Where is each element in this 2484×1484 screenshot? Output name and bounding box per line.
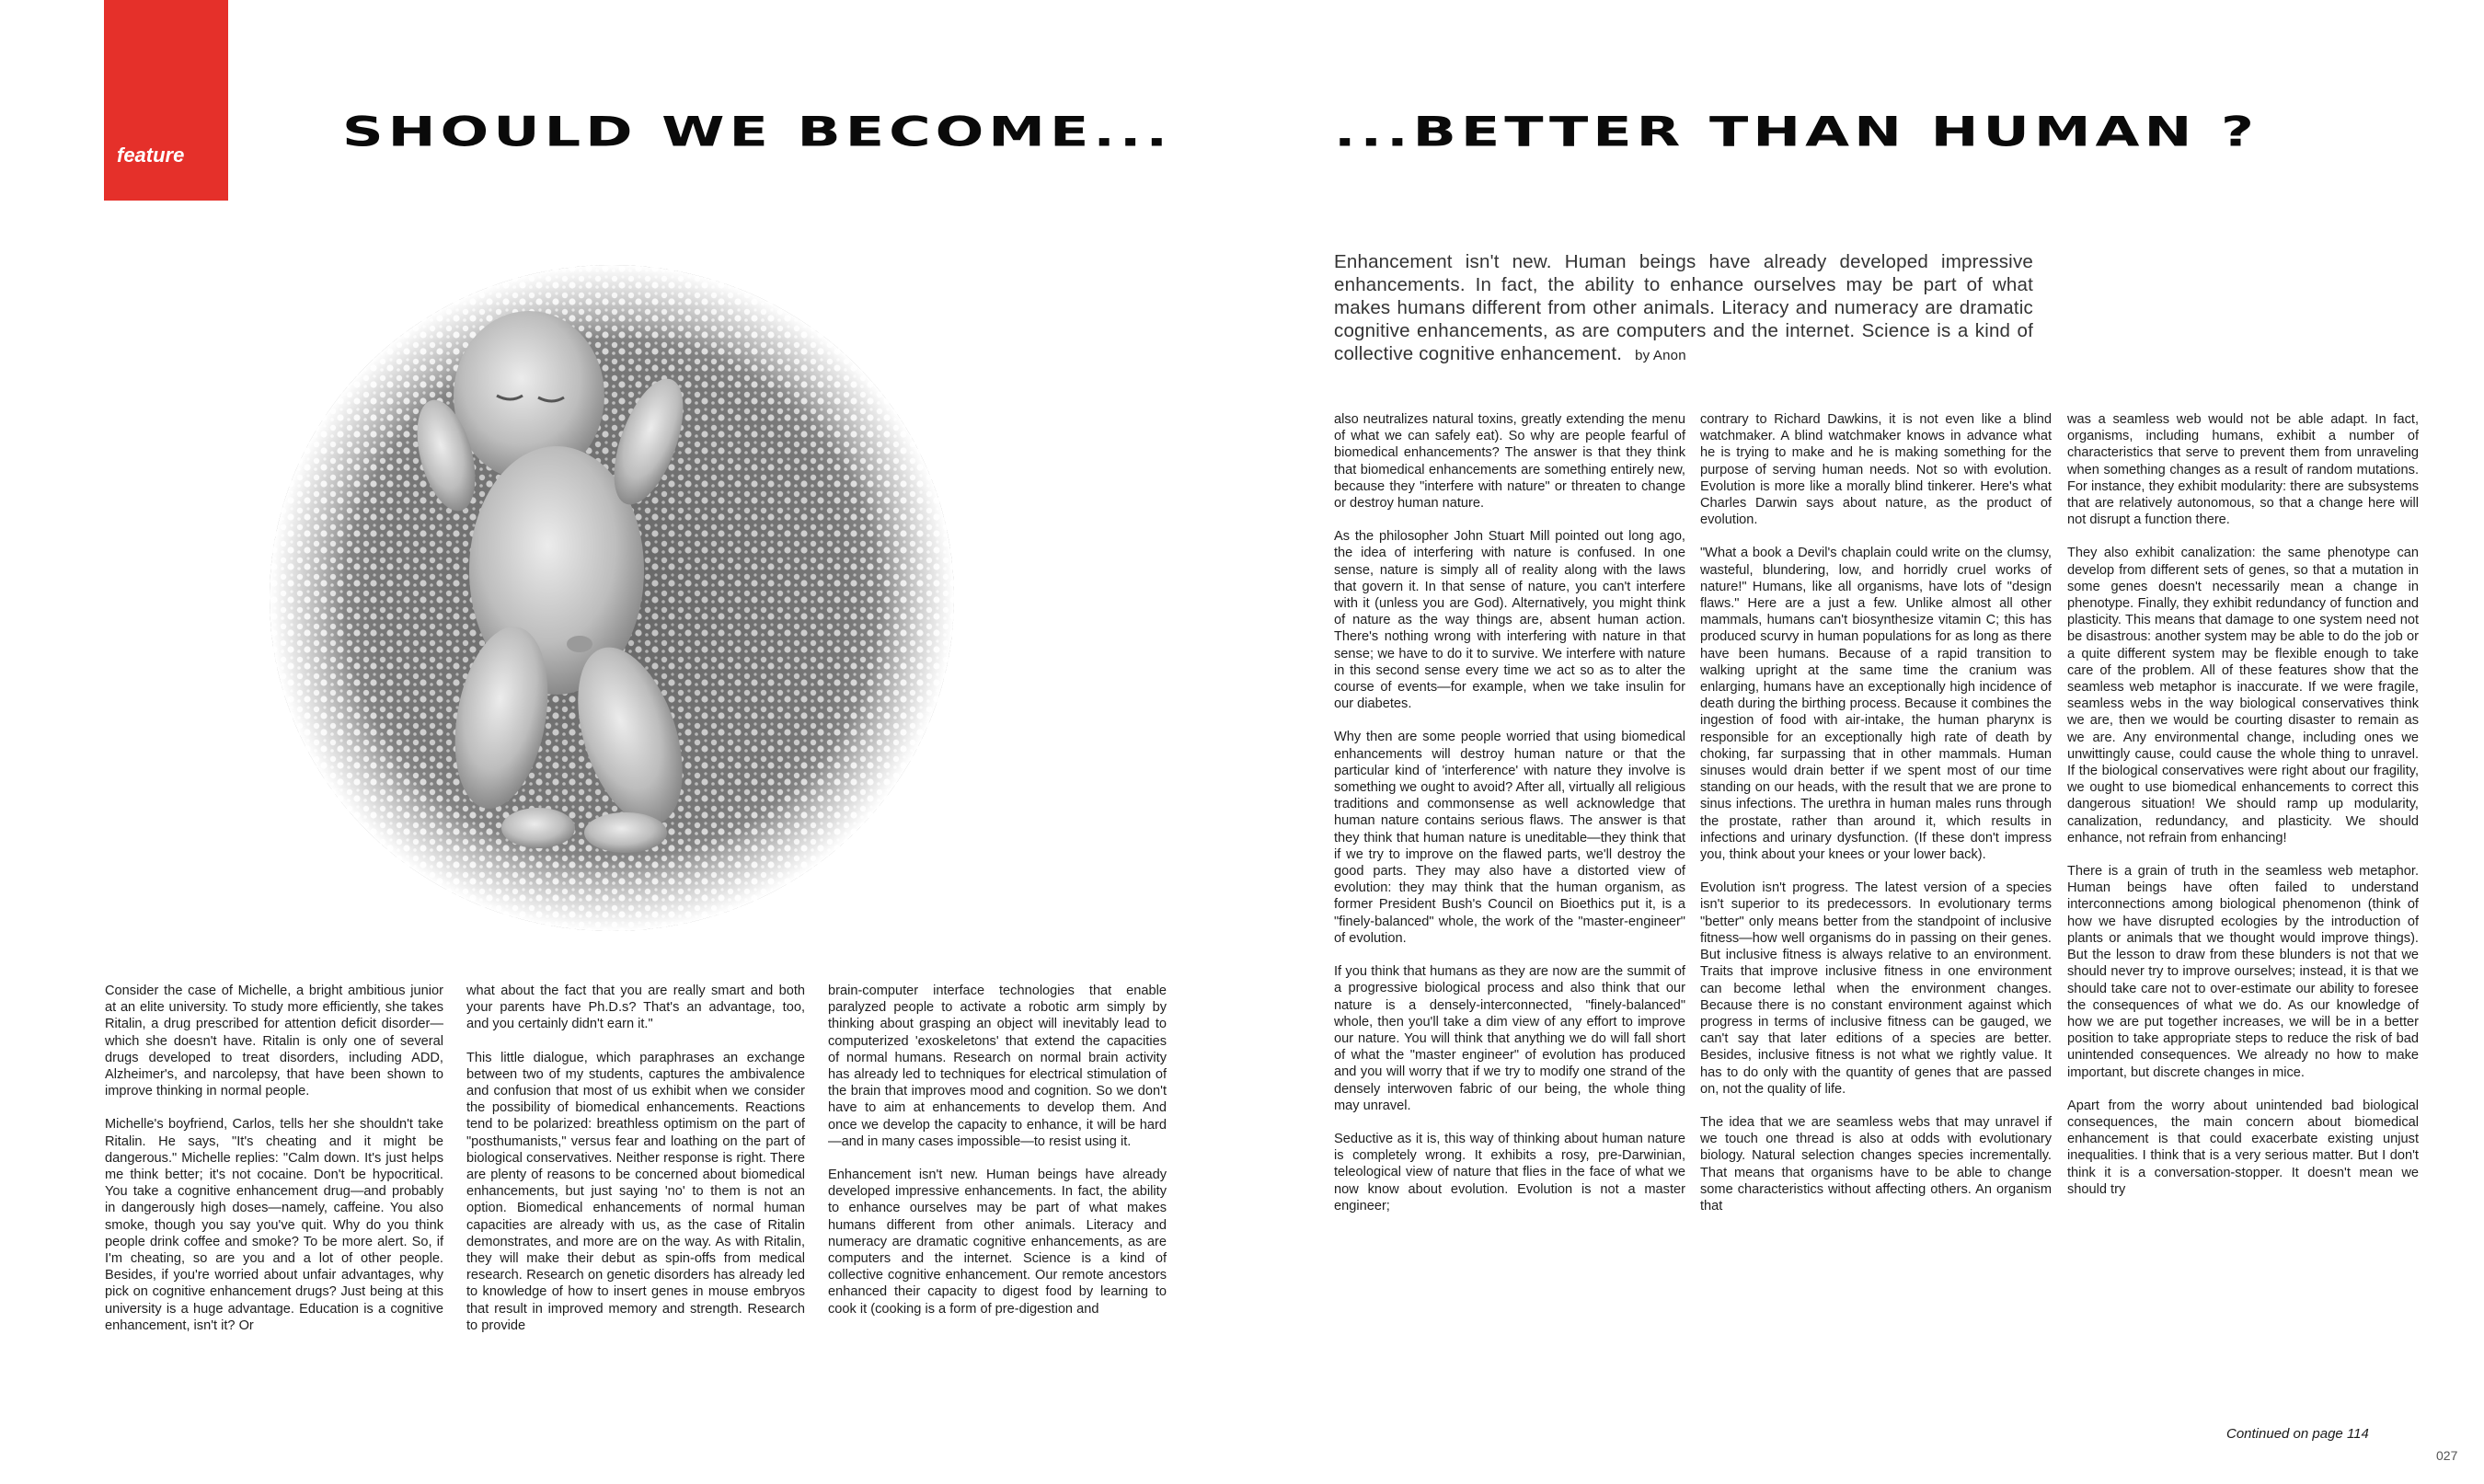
paragraph: brain-computer interface technologies that enable paralyzed people to activate a robotic arm simply by thinking about grasping an object will inevitably lead to computerized 'exoskeletons' that extend the capacities of normal humans. Research on normal brain activity has already led to techniques for electrical stimulation of the brain that improves mood and cognition. So we don't have to aim at enhancements to develop them. And once we develop the capacity to enhance, it will be hard—and in many cases impossible—to resist using it. [828,984,1167,1149]
article-column-1 [105,983,443,1351]
article-column-5 [1700,411,2052,1231]
paragraph: This little dialogue, which paraphrases an exchange between two of my students, captures the ambivalence and confusion that most of us exhibit when we consider the possibility of biomedical enhancements. Reactions tend to be polarized: breathless optimism on the part of "posthumanists," versus fear and loathing on the part of biological conservatives. Neither response is right. There are plenty of reasons to be concerned about biomedical enhancements, but just saying 'no' to them is not an option. Biomedical enhancements of normal human capacities are already with us, as the case of Ritalin demonstrates, and more are on the way. As with Ritalin, they will make their debut as spin-offs from medical research. Research on genetic disorders has already led to knowledge of how to insert genes in mouse embryos that result in improved memory and strength. Research to provide [466,1050,805,1333]
paragraph: If you think that humans as they are now are the summit of a progressive biological process and also think that our nature is a densely-interconnected, "finely-balanced" whole, then you'll take a dim view of any effort to improve our nature. You will think that anything we do will fall short of what the "master engineer" of evolution has produced and you will worry that if we try to modify one strand of the densely interwoven fabric of our being, the whole thing may unravel. [1334,964,1685,1113]
paragraph: contrary to Richard Dawkins, it is not even like a blind watchmaker. A blind watchmaker knows in advance what he is trying to make and he is making something for the purpose of serving human needs. Not so with evolution. Evolution is more like a morally blind tinkerer. Here's what Charles Darwin says about nature, as the product of evolution. [1700,412,2052,528]
paragraph: They also exhibit canalization: the same phenotype can develop from different sets of genes, so that a mutation in some genes doesn't necessarily mean a change in phenotype. Finally, they exhibit redundancy of function and plasticity. This means that damage to one system need not be disastrous: another system may be able to do the job or a quite different system may be flexible enough to take care of the problem. All of these features show that the seamless web metaphor is inaccurate. If we were fragile, seamless webs in the way biological conservatives think we are, then we would be courting disaster to remain as we are. Any environmental change, including ones we unwittingly cause, could cause the whole thing to unravel. If the biological conservatives were right about our fragility, we ought to use biomedical enhancements to correct this dangerous situation! We should ramp up modularity, canalization, redundancy, and plasticity. We should enhance, not refrain from enhancing! [2067,546,2419,846]
paragraph: As the philosopher John Stuart Mill pointed out long ago, the idea of interfering with nature is confused. In one sense, nature is simply all of reality along with the laws that govern it. In that sense of nature, you can't interfere with it (unless you are God). Alternatively, you might think of nature as the way things are, absent human action. There's nothing wrong with interfering with nature in that sense; we have to do it to survive. We interfere with nature in this second sense every time we act so as to alter the course of events—for example, when we take insulin for our diabetes. [1334,529,1685,712]
section-tab [104,0,228,201]
paragraph: The idea that we are seamless webs that may unravel if we touch one thread is also at odds with evolutionary biology. Natural selection changes species incrementally. That means that organisms have to be able to change some characteristics without affecting others. An organism that [1700,1114,2052,1214]
article-column-3 [828,983,1167,1334]
paragraph: Michelle's boyfriend, Carlos, tells her she shouldn't take Ritalin. He says, "It's cheating and it might be dangerous." Michelle replies: "Calm down. It's just helps me think better; it's not cocaine. Don't be hypocritical. You take a cognitive enhancement drug—and probably in dangerously high doses—namely, caffeine. You also smoke, though you say you've quit. Why do you think people drink coffee and smoke? To be more alert. So, if I'm cheating, so are you and a lot of other people. Besides, if you're worried about unfair advantages, why pick on cognitive enhancement drugs? Just being at this university is a huge advantage. Education is a cognitive enhancement, isn't it? Or [105,1117,443,1333]
intro-deck [1334,250,2033,367]
article-column-4 [1334,411,1685,1231]
headline-right: ...BETTER THAN HUMAN ? [1334,107,2259,156]
paragraph: Apart from the worry about unintended bad biological consequences, the main concern about biomedical enhancement is that could exacerbate existing unjust inequalities. I think that is a very serious matter. But I don't think it is a conversation-stopper. It doesn't mean we should try [2067,1098,2419,1197]
intro-text: Enhancement isn't new. Human beings have already developed impressive enhancements. In fact, the ability to enhance ourselves may be part of what makes humans different from other animals. Literacy and numeracy are dramatic cognitive enhancements, as are computers and the internet. Science is a kind of collective cognitive enhancement. [1334,251,2033,364]
paragraph: Why then are some people worried that using biomedical enhancements will destroy human nature or that the particular kind of 'interference' with nature they involve is something we ought to avoid? After all, virtually all religious traditions and commonsense as well acknowledge that human nature contains serious flaws. The answer is that they think that human nature is uneditable—they think that if we try to improve on the flawed parts, we'll destroy the good parts. They may also have a distorted view of evolution: they may think that the human organism, as former President Bush's Council on Bioethics put it, is a "finely-balanced" whole, the work of the "master-engineer" of evolution. [1334,730,1685,946]
page-number: 027 [2436,1448,2458,1463]
section-tab-label: feature [117,144,185,167]
paragraph: Evolution isn't progress. The latest version of a species isn't superior to its predecessors. In evolutionary terms "better" only means better from the standpoint of inclusive fitness—how well organisms do in passing on their genes. But inclusive fitness is always relative to an environment. Traits that improve inclusive fitness in one environment can become lethal when the environment changes. Because there is no constant environment against which progress in terms of inclusive fitness can be gauged, we can't say that later editions of a species are better. Besides, inclusive fitness is not what we rightly value. It has to do only with the quantity of genes that are passed on, not the quality of life. [1700,880,2052,1097]
continued-note: Continued on page 114 [2226,1426,2369,1442]
paragraph: There is a grain of truth in the seamless web metaphor. Human beings have often failed to understand interconnections among biological phenomenon (think of how we have disrupted ecologies by the introduction of plants or animals that we thought would improve things). But the lesson to draw from these blunders is not that we should never try to improve ourselves; instead, it is that we should take care not to over-estimate our ability to foresee the consequences of what we do. As our knowledge of how we are put together increases, we will be in a better position to take appropriate steps to reduce the risk of bad unintended consequences. We already no how to make important, but discrete changes in mice. [2067,864,2419,1080]
article-column-6 [2067,411,2419,1214]
paragraph: Consider the case of Michelle, a bright ambitious junior at an elite university. To study more efficiently, she takes Ritalin, a drug prescribed for attention deficit disorder—which she doesn't have. Ritalin is only one of several drugs developed to treat disorders, including ADD, Alzheimer's, and narcolepsy, that have been shown to improve thinking in normal people. [105,984,443,1099]
paragraph: Enhancement isn't new. Human beings have already developed impressive enhancements. In fact, the ability to enhance ourselves may be part of what makes humans different from other animals. Literacy and numeracy are dramatic cognitive enhancements, as are computers and the internet. Science is a kind of collective cognitive enhancement. Our remote ancestors enhanced their capacity to digest food by learning to cook it (cooking is a form of pre-digestion and [828,1168,1167,1317]
newborn-baby-photo [262,258,961,938]
article-column-2 [466,983,805,1351]
paragraph: what about the fact that you are really smart and both your parents have Ph.D.s? That's an advantage, too, and you certainly didn't earn it." [466,984,805,1032]
byline: by Anon [1635,348,1686,363]
paragraph: also neutralizes natural toxins, greatly extending the menu of what we can safely eat). So why are people fearful of biomedical enhancements? The answer is that they think that biomedical enhancements are something entirely new, because they "interfere with nature" or threaten to change or destroy human nature. [1334,412,1685,512]
paragraph: Seductive as it is, this way of thinking about human nature is completely wrong. It exhibits a rosy, pre-Darwinian, teleological view of nature that flies in the face of what we now know about evolution. Evolution is not a master engineer; [1334,1131,1685,1214]
headline-left: SHOULD WE BECOME... [342,107,1172,156]
paragraph: "What a book a Devil's chaplain could write on the clumsy, wasteful, blundering, low, and horridly cruel works of nature!" Humans, like all organisms, have lots of "design flaws." Here are a just a few. Unlike almost all other mammals, humans can't biosynthesize vitamin C; this has produced scurvy in human populations for as long as there have been humans. Because of a rapid transition to walking upright at the same time the cranium was enlarging, humans have an exceptionally high incidence of death during the birthing process. Because it combines the ingestion of food with air-intake, the human pharynx is responsible for an exceptionally high rate of death by choking, far surpassing that in other mammals. Human sinuses would drain better if we spent most of our time standing on our heads, with the result that we are prone to sinus infections. The urethra in human males runs through the prostate, rather than around it, which results in infections and urinary dysfunction. (If these don't impress you, think about your knees or your lower back). [1700,546,2052,863]
paragraph: was a seamless web would not be able adapt. In fact, organisms, including humans, exhibit a number of characteristics that serve to prevent them from unraveling when something changes as a result of random mutations. For instance, they exhibit modularity: there are subsystems that are relatively autonomous, so that a change here will not disrupt a function there. [2067,412,2419,528]
